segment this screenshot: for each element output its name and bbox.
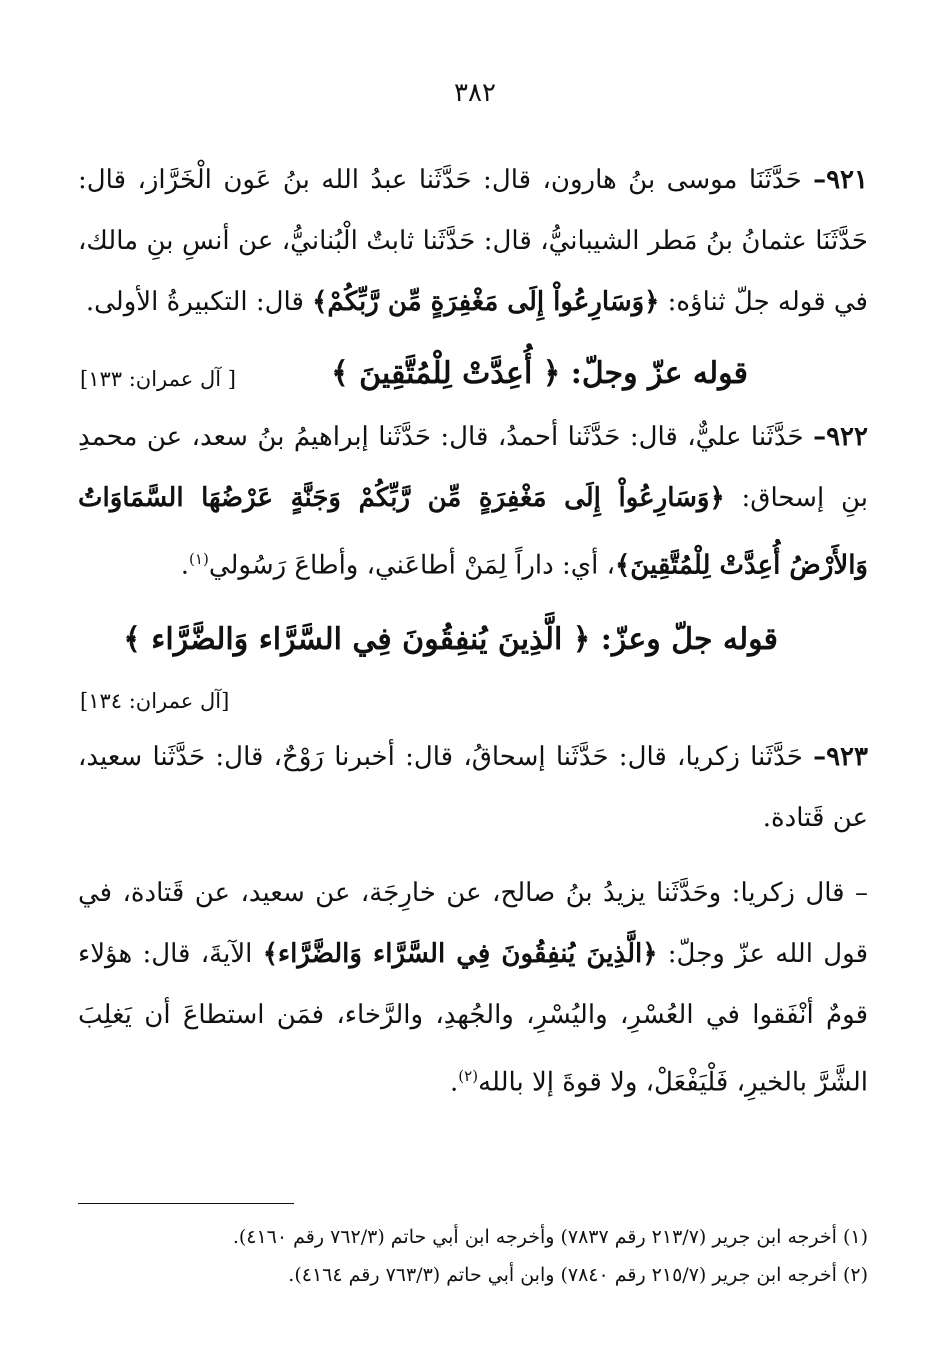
hadith-text: – قال زكريا: وحَدَّثَنا يزيدُ بنُ صالح، عن خارِجَة، عن سعيد، عن قَتادة، في قول الله عزّ وجلّ: — [78, 877, 868, 969]
footnote-2: (٢) أخرجه ابن جرير (٢١٥/٧ رقم ٧٨٤٠) وابن أبي حاتم (٧٦٣/٣ رقم ٤١٦٤). — [288, 1264, 868, 1286]
verse-reference: [آل عمران: ١٣٤] — [80, 688, 230, 713]
hadith-text: ، أي: داراً لِمَنْ أطاعَني، وأطاعَ رَسُولي — [208, 550, 615, 581]
quran-verse: ﴿وَسَارِعُواْ إِلَى مَغْفِرَةٍ مِّن رَّبِّكُمْ وَجَنَّةٍ عَرْضُهَا السَّمَاوَاتُ وَالأَرْضُ أُعِدَّتْ لِلْمُتَّقِينَ﴾ — [78, 483, 868, 581]
hadith-text: الآيةَ، قال: هؤلاء قومٌ أنْفَقوا في العُسْرِ، واليُسْرِ، والجُهدِ، والرَّخاء، فمَن استطاعَ أن يَغلِبَ الشَّرَّ بالخيرِ، فَلْيَفْعَلْ، ولا قوةَ إلا بالله — [78, 938, 868, 1098]
sentence-end: . — [450, 1067, 459, 1098]
hadith-text: حَدَّثَنَا موسى بنُ هارون، قال: حَدَّثَنا عبدُ الله بنُ عَون الْخَرَّاز، قال: حَدَّثَنَا عثمانُ بنُ مَطر الشيبانيُّ، قال: حَدَّثَنا ثابتٌ الْبُنانيُّ، عن أنسِ بنِ مالك، في قوله جلّ ثناؤه: — [78, 165, 868, 317]
hadith-number: ٩٢١– — [813, 165, 868, 195]
section-title: قوله عزّ وجلّ: ﴿ أُعِدَّتْ لِلْمُتَّقِينَ ﴾ — [331, 356, 748, 391]
paragraph-gap — [78, 849, 868, 863]
hadith-922 — [78, 407, 868, 597]
section-heading-134 — [78, 609, 868, 727]
sentence-end: . — [180, 550, 190, 581]
body-text — [78, 150, 868, 1113]
page-number: ٣٨٢ — [454, 78, 496, 108]
hadith-text: حَدَّثَنا عليٌّ، قال: حَدَّثَنا أحمدُ، قال: حَدَّثَنا إبراهيمُ بنُ سعد، عن محمدِ بنِ إسحاق: — [78, 422, 868, 513]
footnote-1: (١) أخرجه ابن جرير (٢١٣/٧ رقم ٧٨٣٧) وأخرجه ابن أبي حاتم (٧٦٢/٣ رقم ٤١٦٠). — [232, 1226, 868, 1248]
hadith-text: قال: التكبيرةُ الأولى. — [85, 287, 313, 317]
footnotes — [78, 1218, 868, 1294]
quran-verse: ﴿وَسَارِعُواْ إِلَى مَغْفِرَةٍ مِّن رَّبِّكُمْ﴾ — [312, 287, 660, 317]
footnote-marker: (٢) — [458, 1066, 479, 1085]
hadith-921 — [78, 150, 868, 333]
hadith-923 — [78, 727, 868, 849]
hadith-text: حَدَّثَنا زكريا، قال: حَدَّثَنا إسحاقُ، قال: أخبرنا رَوْحٌ، قال: حَدَّثَنا سعيد، عن قَتادة. — [78, 741, 868, 833]
hadith-number: ٩٢٢– — [813, 422, 868, 452]
footnote-separator — [78, 1203, 294, 1204]
verse-reference: [ آل عمران: ١٣٣] — [80, 367, 236, 391]
section-heading-133 — [78, 343, 868, 407]
quran-verse: ﴿الَّذِينَ يُنفِقُونَ فِي السَّرَّاء وَالضَّرَّاء﴾ — [262, 938, 658, 969]
section-title: قوله جلّ وعزّ: ﴿ الَّذِينَ يُنفِقُونَ فِي السَّرَّاء وَالضَّرَّاء ﴾ — [123, 621, 778, 657]
hadith-number: ٩٢٣– — [813, 741, 868, 772]
hadith-923-continued — [78, 863, 868, 1114]
footnote-marker: (١) — [189, 550, 209, 568]
